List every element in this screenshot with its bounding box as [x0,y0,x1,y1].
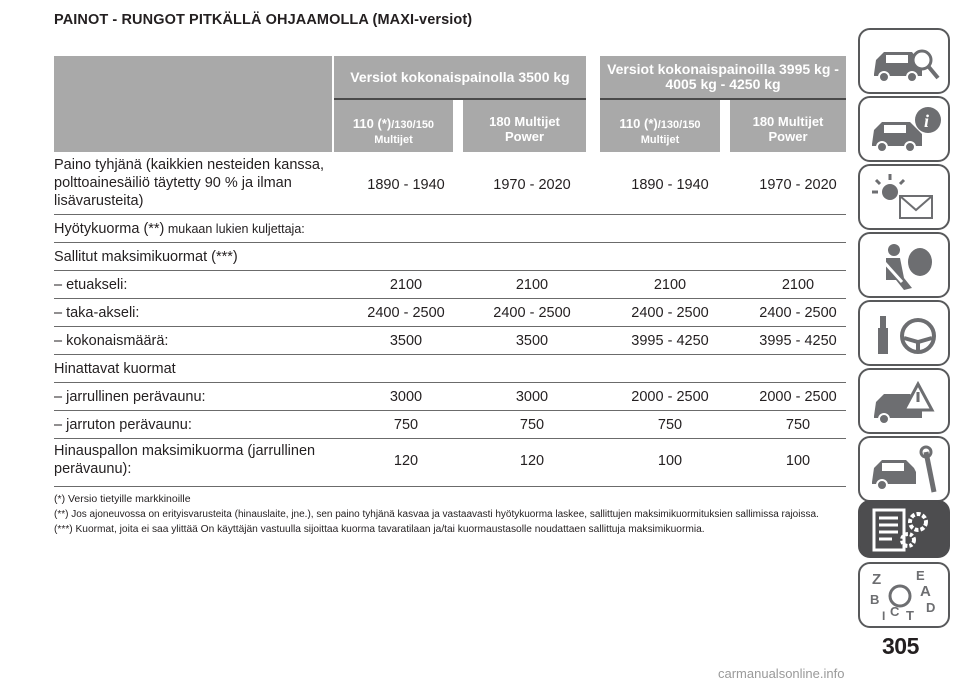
footnotes [54,492,854,537]
table-row: Sallitut maksimikuormat (***) [54,243,846,271]
warning-lights-icon [860,166,952,232]
svg-text:Z: Z [872,571,882,588]
table-row: – jarruton perävaunu: 750 750 750 750 [54,411,846,439]
footnote-1: (*) Versio tietyille markkinoille [54,493,191,505]
watermark: carmanualsonline.info [718,666,845,681]
tab-car-info[interactable] [858,96,950,162]
table-row: Paino tyhjänä (kaikkien nesteiden kanssa, polttoainesäiliö täytetty 90 % ja ilman lisävarusteita) 1890 - 1940 1970 - 2020 1890 - 1940 1970 - 2020 [54,152,846,215]
key-steering-wheel-icon [860,302,952,368]
footnote-2: (**) Jos ajoneuvossa on erityisvarusteita (hinauslaite, jne.), sen paino tyhjänä kasvaa ja vastaavasti hyötykuorma laskee, sallittujen maksimikuormituksien sallimissa rajoissa. [54,509,819,520]
car-info-icon [860,98,952,164]
svg-text:A: A [920,583,931,600]
tab-alphabetical-index[interactable] [858,562,950,628]
subheader-110-multijet-1: 110 (*)/130/150 Multijet [352,116,435,146]
tab-key-steering[interactable] [858,300,950,366]
svg-text:E: E [916,568,925,583]
svg-text:I: I [882,609,886,623]
tab-warning-lights[interactable] [858,164,950,230]
svg-text:C: C [890,604,900,619]
tab-car-maintenance[interactable] [858,436,950,502]
table-row: – etuakseli: 2100 2100 2100 2100 [54,271,846,299]
airbag-safety-icon [860,234,952,300]
subheader-180-power-1: 180 Multijet Power [489,114,560,144]
group-header-3500: Versiot kokonaispainolla 3500 kg [350,69,570,85]
table-row: Hinauspallon maksimikuorma (jarrullinen perävaunu): 120 120 100 100 [54,439,846,487]
tab-car-search[interactable] [858,28,950,94]
table-row: Hinattavat kuormat [54,355,846,383]
header-label-cell [54,56,332,152]
tab-car-emergency[interactable] [858,368,950,434]
svg-text:B: B [870,592,880,607]
table-row: Hyötykuorma (**) mukaan lukien kuljettaja: [54,215,846,243]
subheader-180-power-2: 180 Multijet Power [752,114,824,144]
car-maintenance-icon [860,438,952,504]
svg-text:T: T [906,608,914,623]
subheader-110-multijet-2: 110 (*)/130/150 Multijet [619,116,701,146]
car-emergency-icon [860,370,952,436]
group-header-3995: Versiot kokonaispainoilla 3995 kg - 4005 kg - 4250 kg [607,61,839,92]
page-title: PAINOT - RUNGOT PITKÄLLÄ OHJAAMOLLA (MAXI-versiot) [54,12,473,28]
alphabetical-index-icon [860,564,952,630]
page-number: 305 [882,633,919,659]
tab-airbag-safety[interactable] [858,232,950,298]
svg-text:i: i [924,111,930,131]
svg-text:D: D [926,600,936,615]
tab-technical-data[interactable] [858,500,950,558]
table-row: – kokonaismäärä: 3500 3500 3995 - 4250 3995 - 4250 [54,327,846,355]
table-row: – jarrullinen perävaunu: 3000 3000 2000 - 2500 2000 - 2500 [54,383,846,411]
footnote-3: (***) Kuormat, joita ei saa ylittää On käyttäjän vastuulla sijoittaa kuorma tavaratilaan ja/tai kuormaustasolle noudattaen sallittuja maksimikuormia. [54,524,705,535]
table-row: – taka-akseli: 2400 - 2500 2400 - 2500 2400 - 2500 2400 - 2500 [54,299,846,327]
technical-data-icon [860,502,952,560]
car-search-icon [860,30,952,96]
